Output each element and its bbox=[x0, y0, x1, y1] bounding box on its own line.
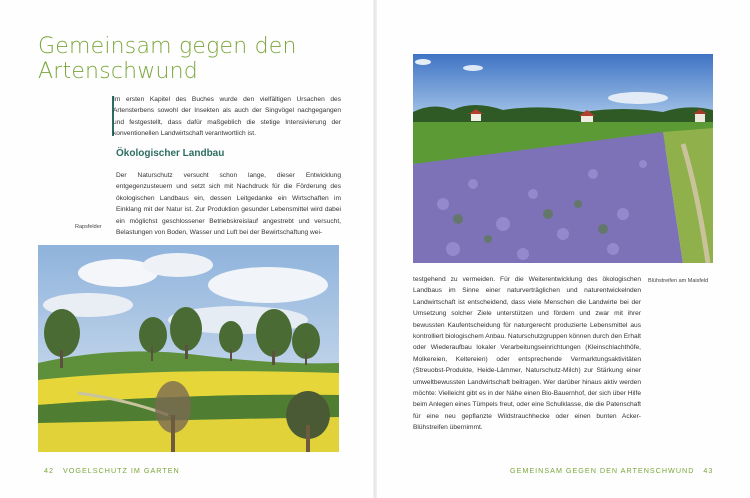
rapeseed-field-photo bbox=[38, 245, 339, 452]
photo-caption-rapeseed: Rapsfelder bbox=[75, 224, 102, 230]
phacelia-strip-image bbox=[413, 54, 713, 263]
page-number-left: 42 bbox=[44, 466, 54, 475]
running-title-right: GEMEINSAM GEGEN DEN ARTENSCHWUND bbox=[510, 466, 695, 475]
footer-right bbox=[510, 466, 719, 475]
footer-left bbox=[38, 466, 180, 475]
photo-caption-flower-strip: Blühstreifen am Maisfeld bbox=[648, 278, 709, 284]
rapeseed-landscape-image bbox=[38, 245, 339, 452]
running-title-left: VOGELSCHUTZ IM GARTEN bbox=[63, 466, 180, 475]
book-gutter bbox=[373, 0, 377, 498]
section-heading: Ökologischer Landbau bbox=[116, 148, 225, 159]
page-number-right: 43 bbox=[703, 466, 714, 475]
chapter-title: Gemeinsam gegen den Artenschwund bbox=[38, 34, 297, 84]
body-paragraph-right: testgehend zu vermeiden. Für die Weiterentwicklung des ökologischen Landbaus im Sinne einer naturverträglichen und naturentwickelnden Landwirtschaft ist entscheidend, dass viele Menschen die Landwirte bei der Umsetzung solcher Ziele unterstützen und fördern und zwar mit ihrer bewussten Kaufentscheidung für naturgerecht produzierte Lebensmittel aus kontrolliert biologischem Anbau. Naturschutzgruppen können durch den Erhalt oder Wiederaufbau lokaler Verarbeitungseinrichtungen (Kleinschlachthöfe, Molkereien, Keltereien) oder entsprechende Vermarktungsaktivitäten (Streuobst-Produkte, Heide-Lämmer, Naturschutz-Milch) zur Stärkung einer umweltbewussten Landwirtschaft beitragen. Wer darüber hinaus aktiv werden möchte: Vielleicht gibt es in der Nähe einen Bio-Bauernhof, der sich über Hilfe beim Anlegen eines Tümpels freut, oder eine Schulklasse, die die Patenschaft für eine neu gepflanzte Wildstrauchhecke oder einen bunten Acker-Blühstreifen übernimmt. bbox=[413, 276, 641, 432]
intro-paragraph: Im ersten Kapitel des Buches wurde den vielfältigen Ursachen des Artensterbens sowohl der Insekten als auch der Singvögel nachgegangen und festgestellt, dass dafür maßgeblich die stetige Intensivierung der konventionellen Landwirtschaft verantwortlich ist. bbox=[113, 96, 341, 138]
phacelia-field-photo bbox=[413, 54, 713, 263]
body-paragraph-left: Der Naturschutz versucht schon lange, dieser Entwicklung entgegenzusteuern und setzt sich mit Nachdruck für die Förderung des ökologischen Landbaus ein, dessen Leitgedanke ein Wirtschaften im Einklang mit der Natur ist. Zur Produktion gesunder Lebensmittel wird dabei ein möglichst geschlossener Betriebskreislauf angestrebt und versucht, Belastungen von Boden, Wasser und Luft bei der Bewirtschaftung wei- bbox=[116, 172, 341, 237]
